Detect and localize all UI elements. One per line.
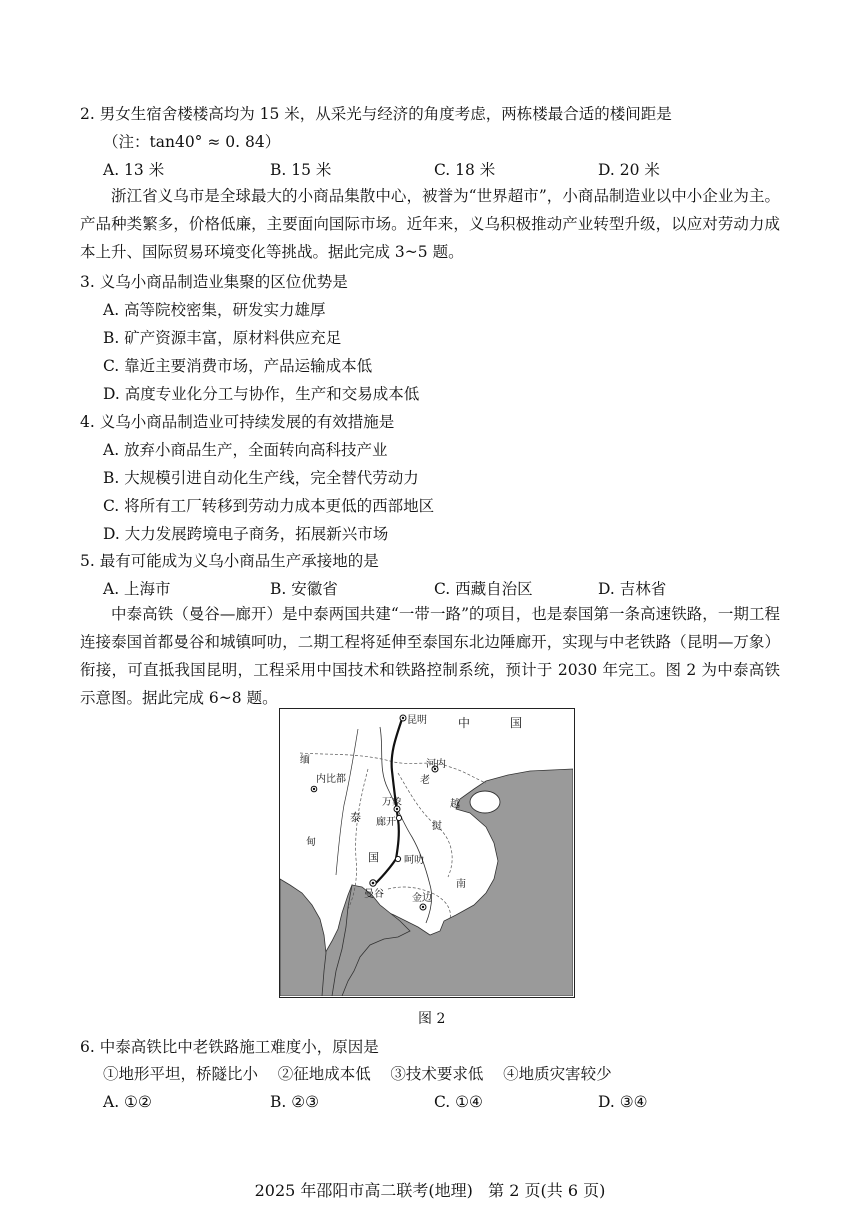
passage-yiwu: 浙江省义乌市是全球最大的小商品集散中心，被誉为“世界超市”，小商品制造业以中小企业为主。产品种类繁多，价格低廉，主要面向国际市场。近年来，义乌积极推动产业转型升级，以应对劳动力成本上升、国际贸易环境变化等挑战。据此完成 3~5 题。 [80,187,780,261]
figure-caption: 图 2 [418,1011,446,1027]
label-nan: 南 [456,879,466,890]
label-yue: 越 [450,799,460,810]
label-nongkhai: 廊开 [376,817,396,828]
label-guo: 国 [368,851,379,864]
passage-rail: 中泰高铁（曼谷—廊开）是中泰两国共建“一带一路”的项目，也是泰国第一条高速铁路，一期工程连接泰国首都曼谷和城镇呵叻，二期工程将延伸至泰国东北边陲廊开，实现与中老铁路（昆明—万象）衔接，可直抵我国昆明，工程采用中国技术和铁路控制系统，预计于 2030 年完工。图 2 为中泰高铁示意图。据此完成 6~8 题。 [80,605,780,707]
q5-stem: 5. 最有可能成为义乌小商品生产承接地的是 [80,552,379,570]
q4-option-a: A. 放弃小商品生产，全面转向高科技产业 [103,441,388,459]
q3-option-c: C. 靠近主要消费市场，产品运输成本低 [103,357,373,375]
q2-note: （注：tan40° ≈ 0. 84） [103,133,281,151]
label-naypyidaw: 内比都 [316,774,346,785]
q5-option-a: A. 上海市 [103,580,171,598]
q6-option-a: A. ①② [103,1093,152,1111]
label-tai: 泰 [350,811,361,824]
q6-option-b: B. ②③ [270,1093,320,1111]
rail-map-figure [279,708,575,998]
q6-option-c: C. ①④ [434,1093,483,1111]
label-china-2: 国 [510,716,523,730]
q3-stem: 3. 义乌小商品制造业集聚的区位优势是 [80,273,348,291]
nongkhai-dot [396,815,401,820]
q2-option-b: B. 15 米 [270,161,332,179]
label-phnompenh: 金边 [412,893,432,904]
rail-map-svg [280,709,573,996]
q4-stem: 4. 义乌小商品制造业可持续发展的有效措施是 [80,413,395,431]
q4-option-c: C. 将所有工厂转移到劳动力成本更低的西部地区 [103,497,435,515]
label-lao: 老 [420,775,430,786]
label-china-1: 中 [458,716,471,730]
q3-option-d: D. 高度专业化分工与协作，生产和交易成本低 [103,385,420,403]
label-bangkok: 曼谷 [364,889,384,900]
q5-option-d: D. 吉林省 [598,580,667,598]
q6-option-d: D. ③④ [598,1093,648,1111]
label-hanoi: 河内 [426,759,446,770]
q3-option-a: A. 高等院校密集，研发实力雄厚 [103,301,326,319]
q2-option-d: D. 20 米 [598,161,660,179]
hainan-island [470,791,500,813]
label-wo: 挝 [432,821,442,832]
q4-option-d: D. 大力发展跨境电子商务，拓展新兴市场 [103,525,389,543]
q4-option-b: B. 大规模引进自动化生产线，完全替代劳动力 [103,469,419,487]
q6-stem: 6. 中泰高铁比中老铁路施工难度小，原因是 [80,1038,379,1056]
label-dian: 甸 [306,837,316,848]
q6-choices: ①地形平坦，桥隧比小 ②征地成本低 ③技术要求低 ④地质灾害较少 [103,1065,612,1083]
label-vientiane: 万象 [382,797,402,808]
q3-option-b: B. 矿产资源丰富，原材料供应充足 [103,329,342,347]
q2-option-c: C. 18 米 [434,161,496,179]
korat-dot [395,856,400,861]
label-kunming: 昆明 [407,715,427,726]
label-korat: 呵叻 [404,855,424,866]
q2-stem: 2. 男女生宿舍楼楼高均为 15 米，从采光与经济的角度考虑，两栋楼最合适的楼间距是 [80,105,672,123]
q5-option-b: B. 安徽省 [270,580,338,598]
q2-option-a: A. 13 米 [103,161,165,179]
label-mian: 缅 [300,755,310,766]
page-footer: 2025 年邵阳市高二联考(地理) 第 2 页(共 6 页) [254,1181,606,1200]
q5-option-c: C. 西藏自治区 [434,580,533,598]
